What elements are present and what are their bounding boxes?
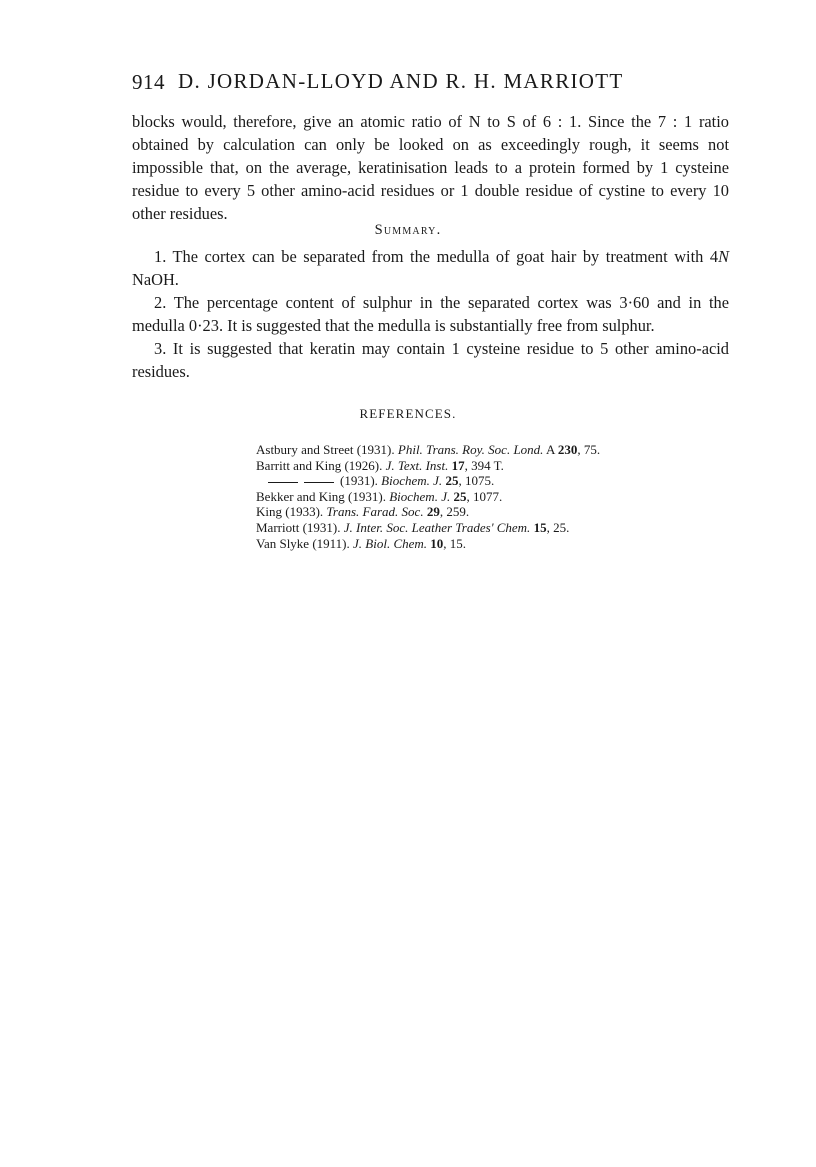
reference-item: King (1933). Trans. Farad. Soc. 29, 259. bbox=[256, 504, 470, 520]
running-head bbox=[132, 70, 732, 104]
summary-item-1: 1. The cortex can be separated from the medulla of goat hair by treatment with 4N NaOH. bbox=[132, 247, 729, 289]
reference-item: Marriott (1931). J. Inter. Soc. Leather Trades' Chem. 15, 25. bbox=[256, 519, 570, 535]
summary-section bbox=[132, 245, 729, 383]
references-heading: REFERENCES. bbox=[359, 406, 457, 421]
continuation-paragraph bbox=[132, 110, 729, 225]
page-number: 914 bbox=[132, 70, 165, 94]
continuation-text: blocks would, therefore, give an atomic ratio of N to S of 6 : 1. Since the 7 : 1 ratio obtained by calculation can only be looked on as exceedingly rough, it seems not impossible that, on the average, keratinisation leads to a protein formed by 1 cysteine residue to every 5 other amino-acid residues or 1 double residue of cystine to every 10 other residues. bbox=[132, 112, 729, 223]
summary-item-2: 2. The percentage content of sulphur in the separated cortex was 3·60 and in the medulla 0·23. It is suggested that the medulla is substantially free from sulphur. bbox=[132, 293, 729, 335]
summary-heading: Summary. bbox=[374, 222, 442, 238]
reference-item: Barritt and King (1926). J. Text. Inst. 17, 394 T. bbox=[256, 457, 504, 473]
running-head-authors: D. JORDAN-LLOYD AND R. H. MARRIOTT bbox=[178, 69, 624, 93]
summary-item-3: 3. It is suggested that keratin may contain 1 cysteine residue to 5 other amino-acid residues. bbox=[132, 339, 729, 381]
reference-item: Astbury and Street (1931). Phil. Trans. Roy. Soc. Lond. A 230, 75. bbox=[256, 442, 601, 457]
ditto-dashes bbox=[256, 473, 340, 488]
reference-item: (1931). Biochem. J. 25, 1075. bbox=[256, 473, 726, 489]
reference-item: Bekker and King (1931). Biochem. J. 25, 1077. bbox=[256, 488, 503, 504]
reference-list bbox=[256, 442, 726, 551]
reference-item: Van Slyke (1911). J. Biol. Chem. 10, 15. bbox=[256, 535, 467, 551]
